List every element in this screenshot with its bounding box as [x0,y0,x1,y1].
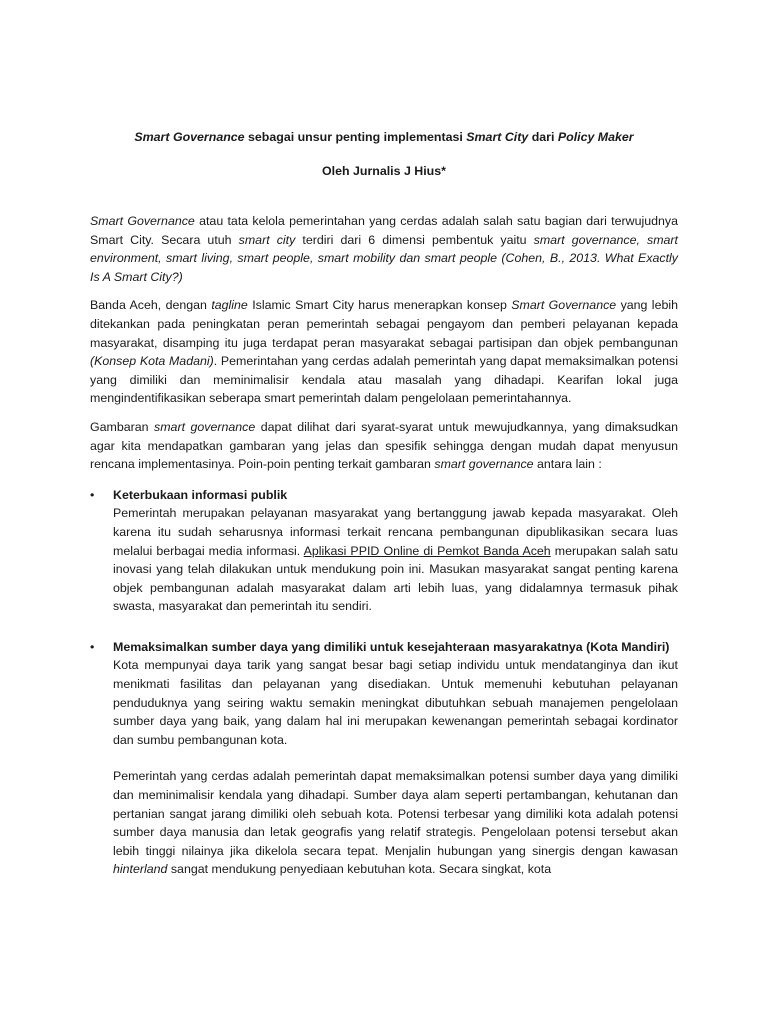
paragraph-intro: Smart Governance atau tata kelola pemerintahan yang cerdas adalah salah satu bagian dari terwujudnya Smart City. Secara utuh smart city terdiri dari 6 dimensi pembentuk yaitu smart governance, smart environment, smart living, smart people, smart mobility dan smart people (Cohen, B., 2013. What Exactly Is A Smart City?) [90,214,678,284]
document-title [90,128,678,146]
list-item-heading: Keterbukaan informasi publik [113,487,288,502]
list-item-keterbukaan [90,486,678,616]
title-text: sebagai unsur penting implementasi [244,130,467,144]
list-item-body: Kota mempunyai daya tarik yang sangat besar bagi setiap individu untuk mendatanginya dan ikut menikmati fasilitas dan pelayanan yang disediakan. Untuk memenuhi kebutuhan pelayanan penduduknya yang seiring waktu semakin meningkat dibutuhkan sebuah manajemen pengelolaan sumber daya yang baik, yang dalam hal ini merupakan kewenangan pemerintah sebagai kordinator dan sumbu pembangunan kota. [113,658,678,747]
paragraph-gambaran: Gambaran smart governance dapat dilihat dari syarat-syarat untuk mewujudkannya, yang dimaksudkan agar kita mendapatkan gambaran yang jelas dan spesifik sehingga dengan mudah dapat menyusun rencana implementasinya. Poin-poin penting terkait gambaran smart governance antara lain : [90,419,678,472]
bullet-dot-icon: • [90,639,95,654]
title-term-smart-city: Smart City [466,130,529,144]
bullet-dot-icon: • [90,487,95,502]
ppid-online-link[interactable]: Aplikasi PPID Online di Pemkot Banda Aceh [303,543,551,558]
title-term-smart-governance: Smart Governance [134,130,245,144]
list-item-body-continued: Pemerintah yang cerdas adalah pemerintah dapat memaksimalkan potensi sumber daya yang dimiliki dan meminimalisir kendala yang dihadapi. Sumber daya alam seperti pertambangan, kehutanan dan pertanian sangat jarang dimiliki oleh sebuah kota. Potensi terbesar yang dimiliki kota adalah potensi sumber daya manusia dan letak geografis yang relatif strategis. Pengelolaan potensi tersebut akan lebih tinggi nilainya jika dikelola secara tepat. Menjalin hubungan yang sinergis dengan kawasan hinterland sangat mendukung penyediaan kebutuhan kota. Secara singkat, kota [113,769,678,877]
list-item-heading: Memaksimalkan sumber daya yang dimiliki untuk kesejahteraan masyarakatnya (Kota Mandiri) [113,639,670,654]
list-item-sumber-daya [90,638,678,879]
paragraph-banda-aceh: Banda Aceh, dengan tagline Islamic Smart City harus menerapkan konsep Smart Governance yang lebih ditekankan pada peningkatan peran pemerintah sebagai pengayom dan pemberi pelayanan kepada masyarakat, disamping itu juga terdapat peran masyarakat sebagai partisipan dan objek pembangunan (Konsep Kota Madani). Pemerintahan yang cerdas adalah pemerintah yang dapat memaksimalkan potensi yang dimiliki dan meminimalisir kendala atau masalah yang dihadapi. Kearifan lokal juga mengindentifikasikan seberapa smart pemerintah dalam pengelolaan pemerintahannya. [90,298,678,406]
list-item-body: Pemerintah merupakan pelayanan masyarakat yang bertanggung jawab kepada masyarakat. Oleh karena itu sudah seharusnya informasi terkait rencana pembangunan dipublikasikan secara luas melalui berbagai media informasi. Aplikasi PPID Online di Pemkot Banda Aceh merupakan salah satu inovasi yang telah dilakukan untuk mendukung poin ini. Masukan masyarakat sangat penting karena objek pembangunan adalah masyarakat dalam arti lebih luas, yang didalamnya termasuk pihak swasta, masyarakat dan pemerintah itu sendiri. [113,506,679,614]
title-text: dari [528,130,558,144]
author-line: Oleh Jurnalis J Hius* [322,164,446,178]
title-term-policy-maker: Policy Maker [557,130,634,144]
